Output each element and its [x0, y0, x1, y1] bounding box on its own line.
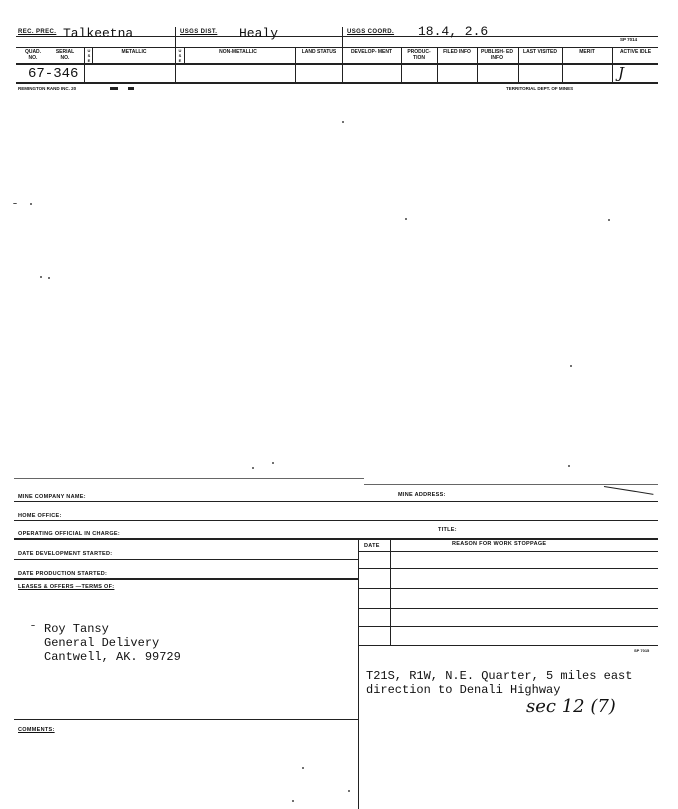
date-development-started-label: DATE DEVELOPMENT STARTED:	[18, 551, 113, 557]
footer-mark	[110, 87, 118, 90]
header-active-idle: ACTIVE IDLE	[619, 49, 652, 55]
header-use-nonmetallic: U S E	[178, 48, 182, 63]
lessee-address-line2: Cantwell, AK. 99729	[44, 650, 181, 664]
header-quad: QUAD. NO.	[24, 49, 42, 61]
header-nonmetallic: NON-METALLIC	[219, 49, 257, 55]
quad-serial-value: 67-346	[28, 66, 79, 82]
active-idle-mark: J	[618, 64, 625, 82]
top-footer-left: REMINGTON RAND INC. 20	[18, 86, 77, 91]
operating-official-label: OPERATING OFFICIAL IN CHARGE:	[18, 531, 120, 537]
header-merit: MERIT	[579, 49, 595, 55]
location-note	[366, 669, 632, 697]
header-serial: SERIAL NO.	[55, 49, 75, 61]
lessee-name: Roy Tansy	[44, 622, 109, 636]
leases-offers-label: LEASES & OFFERS —TERMS OF:	[18, 584, 115, 590]
mine-company-name-label: MINE COMPANY NAME:	[18, 494, 86, 500]
usgs-coord-value: 18.4, 2.6	[418, 24, 489, 39]
header-published-info: PUBLISH- ED INFO	[481, 49, 513, 61]
rec-prec-value: Talkeetna	[63, 26, 134, 41]
top-form-number: SP 7014	[620, 37, 638, 42]
header-land-status: LAND STATUS	[301, 49, 337, 55]
date-column-header: DATE	[364, 543, 380, 549]
reason-column-header: REASON FOR WORK STOPPAGE	[452, 541, 547, 547]
bottom-form-number: SP 7015	[634, 648, 650, 653]
home-office-label: HOME OFFICE:	[18, 513, 62, 519]
header-use-metallic: U S E	[87, 48, 91, 63]
location-line2: direction to Denali Highway	[366, 683, 561, 697]
date-production-started-label: DATE PRODUCTION STARTED:	[18, 571, 108, 577]
lessee-address-line1: General Delivery	[44, 636, 160, 650]
location-line1: T21S, R1W, N.E. Quarter, 5 miles east	[366, 669, 633, 683]
header-last-visited: LAST VISITED	[523, 49, 557, 55]
header-metallic: METALLIC	[121, 49, 147, 55]
footer-mark	[128, 87, 134, 90]
header-production: PRODUC- TION	[407, 49, 431, 61]
usgs-dist-value: Healy	[239, 26, 279, 41]
usgs-dist-label: USGS DIST.	[180, 29, 218, 35]
usgs-coord-label: USGS COORD.	[347, 29, 395, 35]
header-filed-info: FILED INFO	[443, 49, 471, 55]
mine-address-label: MINE ADDRESS:	[398, 492, 446, 498]
comments-label: COMMENTS:	[18, 727, 55, 733]
rec-prec-label: REC. PREC.	[18, 29, 57, 35]
lessee-block	[44, 622, 181, 664]
handwritten-section-note: sec 12 (7)	[526, 696, 616, 717]
top-footer-right: TERRITORIAL DEPT. OF MINES	[506, 86, 574, 91]
title-label: TITLE:	[438, 527, 457, 533]
header-development: DEVELOP- MENT	[350, 49, 393, 55]
